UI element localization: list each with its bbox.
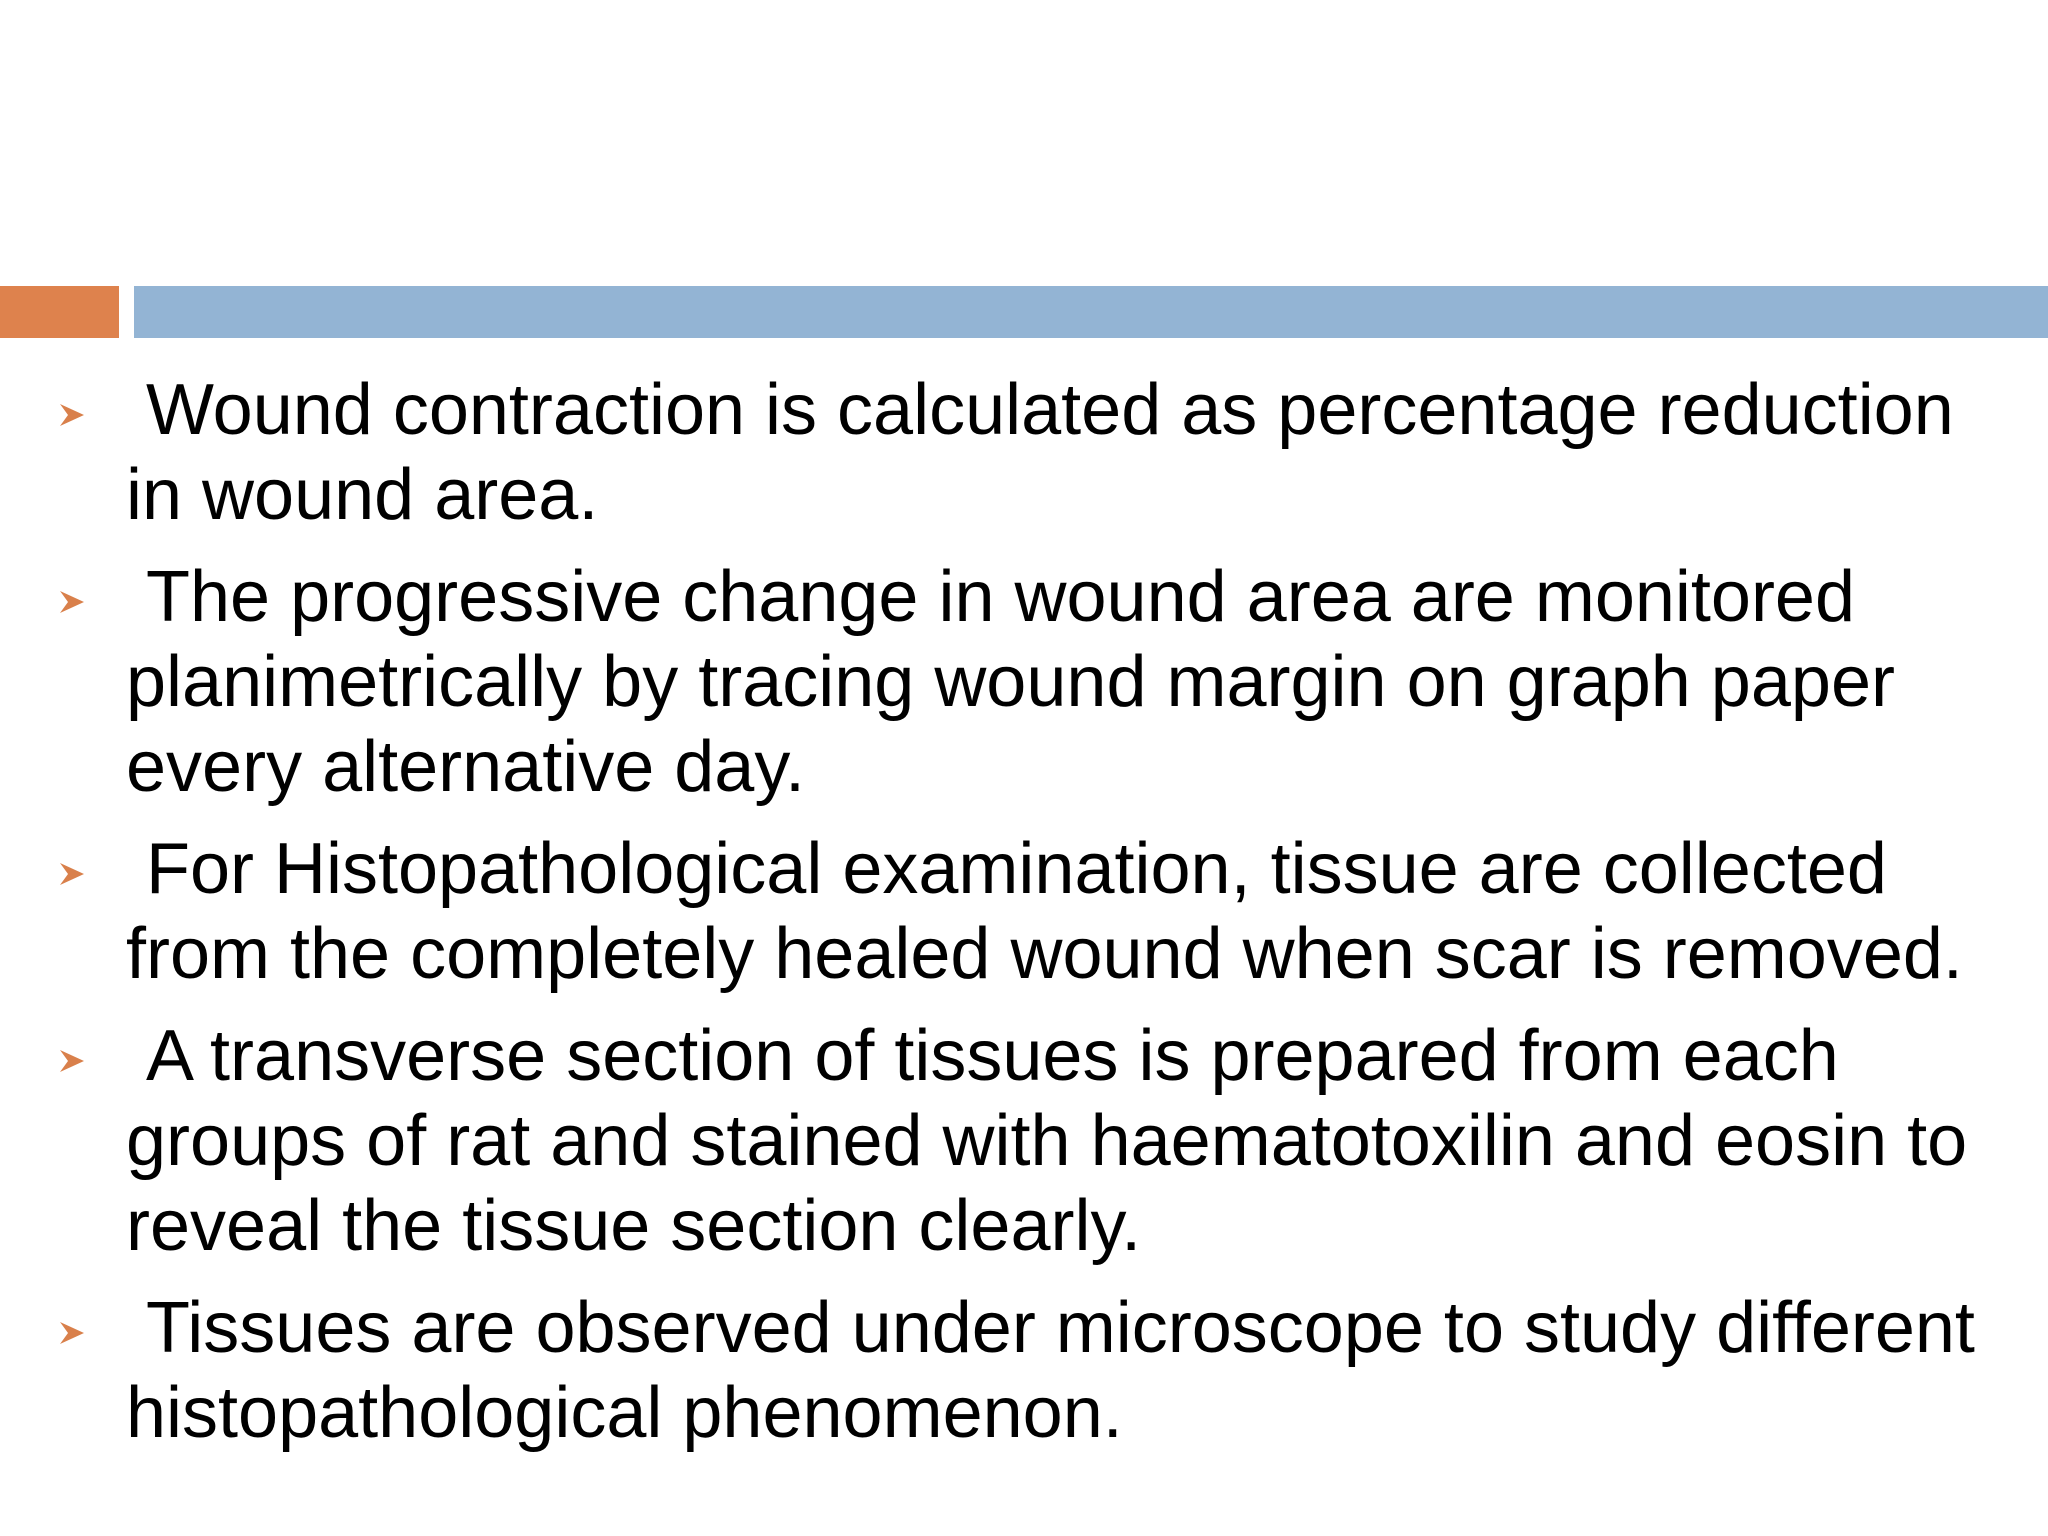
bullet-text: The progressive change in wound area are monitored planimetrically by tracing wound margin on graph paper every alternative day. [126, 557, 1895, 807]
bullet-item [0, 1286, 2048, 1456]
arrow-bullet-icon [56, 585, 90, 619]
bullet-list [0, 368, 2048, 1473]
header-bar [134, 286, 2048, 338]
arrow-bullet-icon [56, 398, 90, 432]
arrow-bullet-icon [56, 857, 90, 891]
arrow-bullet-icon [56, 1044, 90, 1078]
bullet-item [0, 827, 2048, 997]
bullet-item [0, 555, 2048, 810]
arrow-bullet-icon [56, 1316, 90, 1350]
bullet-item [0, 1014, 2048, 1269]
bullet-text: For Histopathological examination, tissue are collected from the completely healed wound when scar is removed. [126, 829, 1963, 994]
bullet-item [0, 368, 2048, 538]
bullet-text: Tissues are observed under microscope to study different histopathological phenomenon. [126, 1288, 1975, 1453]
header-accent-bar [0, 286, 119, 338]
bullet-text: A transverse section of tissues is prepared from each groups of rat and stained with haematotoxilin and eosin to reveal the tissue section clearly. [126, 1016, 1968, 1266]
bullet-text: Wound contraction is calculated as percentage reduction in wound area. [126, 370, 1954, 535]
